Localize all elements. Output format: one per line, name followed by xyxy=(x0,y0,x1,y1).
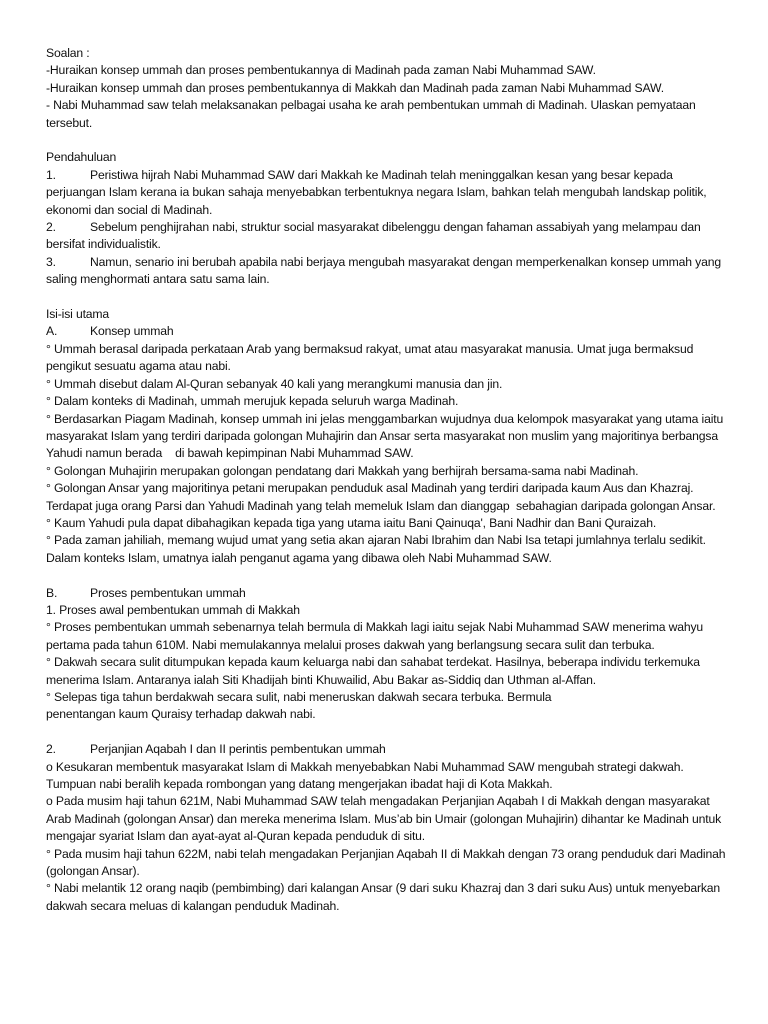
section-a-letter: A. xyxy=(46,324,58,339)
question-2: -Huraikan konsep ummah dan proses pembentukannya di Makkah dan Madinah pada zaman Nabi Muhammad SAW. xyxy=(46,80,664,95)
intro-item-text: Sebelum penghijrahan nabi, struktur social masyarakat dibelenggu dengan fahaman assabiyah yang melampau dan bersifat individualistik. xyxy=(46,220,701,252)
intro-item-2 xyxy=(46,219,728,254)
section-b2-point: ° Pada musim haji tahun 622M, nabi telah mengadakan Perjanjian Aqabah II di Makkah dengan 73 orang penduduk dari Madinah (golongan Ansar). xyxy=(46,846,726,879)
section-b2-number: 2. xyxy=(46,742,56,757)
section-a-title: Konsep ummah xyxy=(90,324,174,339)
question-3: - Nabi Muhammad saw telah melaksanakan pelbagai usaha ke arah pembentukan ummah di Madinah. Ulaskan pemyataan tersebut. xyxy=(46,98,696,130)
section-b-title: Proses pembentukan ummah xyxy=(90,585,246,600)
section-b-heading xyxy=(46,585,728,602)
section-a-point: ° Kaum Yahudi pula dapat dibahagikan kepada tiga yang utama iaitu Bani Qainuqa', Bani Nadhir dan Bani Quraizah. xyxy=(46,515,657,530)
intro-item-text: Namun, senario ini berubah apabila nabi berjaya mengubah masyarakat dengan memperkenalkan konsep ummah yang saling menghormati antara satu sama lain. xyxy=(46,254,721,287)
section-a-point: ° Pada zaman jahiliah, memang wujud umat yang setia akan ajaran Nabi Ibrahim dan Nabi Isa tetapi jumlahnya terlalu sedikit. Dalam konteks Islam, umatnya ialah penganut agama yang dibawa oleh Nabi Muhammad SAW. xyxy=(46,533,706,565)
section-a-point: ° Berdasarkan Piagam Madinah, konsep ummah ini jelas menggambarkan wujudnya dua kelompok masyarakat yang utama iaitu masyarakat Islam yang terdiri daripada golongan Muhajirin dan Ansar serta masyarakat non muslim yang majoritinya berbangsa Yahudi namun berada di bawah kepimpinan Nabi Muhammad SAW. xyxy=(46,411,728,461)
intro-item-text: Peristiwa hijrah Nabi Muhammad SAW dari Makkah ke Madinah telah meninggalkan kesan yang besar kepada perjuangan Islam kerana ia bukan sahaja menyebabkan terbentuknya negara Islam, bahkan telah mengubah landskap politik, ekonomi dan social di Madinah. xyxy=(46,167,707,217)
section-b2-title: Perjanjian Aqabah I dan II perintis pembentukan ummah xyxy=(90,742,386,757)
questions-heading: Soalan : xyxy=(46,46,90,60)
spacer xyxy=(46,724,728,741)
section-a-point: ° Golongan Muhajirin merupakan golongan pendatang dari Makkah yang berhijrah bersama-sama nabi Madinah. xyxy=(46,463,639,478)
section-a-point: ° Golongan Ansar yang majoritinya petani merupakan penduduk asal Madinah yang terdiri daripada kaum Aus dan Khazraj. Terdapat juga orang Parsi dan Yahudi Madinah yang telah memeluk Islam dan dianggap sebahagian daripada golongan Ansar. xyxy=(46,481,716,513)
section-b1-point: ° Dakwah secara sulit ditumpukan kepada kaum keluarga nabi dan sahabat terdekat. Hasilnya, beberapa individu terkemuka menerima Islam. Antaranya ialah Siti Khadijah binti Khuwailid, Abu Bakar as-Siddiq dan Uthman al-Affan. xyxy=(46,655,700,687)
section-b2-point: o Kesukaran membentuk masyarakat Islam di Makkah menyebabkan Nabi Muhammad SAW mengubah strategi dakwah. Tumpuan nabi beralih kepada rombongan yang datang mengerjakan ibadat haji di Kota Makkah. xyxy=(46,759,684,791)
section-a-heading xyxy=(46,323,728,340)
section-b2-heading xyxy=(46,741,728,758)
intro-heading: Pendahuluan xyxy=(46,150,117,165)
spacer xyxy=(46,132,728,149)
intro-item-1 xyxy=(46,167,728,219)
section-b2-point: ° Nabi melantik 12 orang naqib (pembimbing) dari kalangan Ansar (9 dari suku Khazraj dan 3 dari suku Aus) untuk menyebarkan dakwah secara meluas di kalangan penduduk Madinah. xyxy=(46,881,721,913)
intro-item-number: 2. xyxy=(46,220,56,235)
section-a-point: ° Ummah disebut dalam Al-Quran sebanyak 40 kali yang merangkumi manusia dan jin. xyxy=(46,376,503,391)
section-b1-point: ° Selepas tiga tahun berdakwah secara sulit, nabi meneruskan dakwah secara terbuka. Bermula penentangan kaum Quraisy terhadap dakwah nabi. xyxy=(46,689,552,722)
section-a-point: ° Ummah berasal daripada perkataan Arab yang bermaksud rakyat, umat atau masyarakat manusia. Umat juga bermaksud pengikut sesuatu agama atau nabi. xyxy=(46,341,694,374)
section-b1-title: 1. Proses awal pembentukan ummah di Makkah xyxy=(46,602,300,617)
section-b1-point: ° Proses pembentukan ummah sebenarnya telah bermula di Makkah lagi iaitu sejak Nabi Muhammad SAW menerima wahyu pertama pada tahun 610M. Nabi memulakannya melalui proses dakwah yang berlangsung secara sulit dan terbuka. xyxy=(46,620,704,652)
intro-item-3 xyxy=(46,254,728,289)
main-heading: Isi-isi utama xyxy=(46,307,110,322)
section-a-point: ° Dalam konteks di Madinah, ummah merujuk kepada seluruh warga Madinah. xyxy=(46,394,459,409)
spacer xyxy=(46,289,728,306)
intro-item-number: 3. xyxy=(46,254,56,269)
intro-item-number: 1. xyxy=(46,167,56,182)
spacer xyxy=(46,567,728,584)
question-1: -Huraikan konsep ummah dan proses pembentukannya di Madinah pada zaman Nabi Muhammad SAW. xyxy=(46,63,596,78)
section-b-letter: B. xyxy=(46,585,58,600)
section-b2-point: o Pada musim haji tahun 621M, Nabi Muhammad SAW telah mengadakan Perjanjian Aqabah I di Makkah dengan masyarakat Arab Madinah (golongan Ansar) dan mereka menerima Islam. Mus’ab bin Umair (golongan Muhajirin) dihantar ke Madinah untuk mengajar syariat Islam dan ayat-ayat al-Quran kepada penduduk di situ. xyxy=(46,794,722,844)
